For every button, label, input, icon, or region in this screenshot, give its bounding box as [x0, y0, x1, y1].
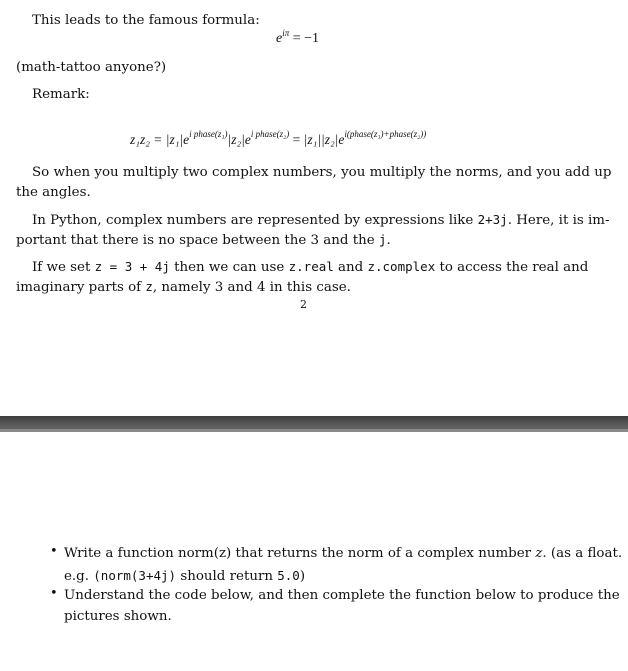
code-z-assign: z = 3 + 4j	[94, 259, 170, 274]
code-norm-call: (norm(3+4j)	[93, 568, 177, 583]
tattoo-text: (math-tattoo anyone?)	[16, 60, 167, 75]
intro-text: This leads to the famous formula:	[32, 13, 260, 28]
code-2-plus-3j: 2+3j	[477, 212, 508, 227]
para-multiply-line1: So when you multiply two complex numbers, you multiply the norms, and you add up	[32, 165, 612, 180]
bullet-icon: •	[50, 586, 58, 601]
para-z-line1: If we set z = 3 + 4j then we can use z.real and z.complex to access the real and	[32, 259, 589, 275]
para-z-line2: imaginary parts of z, namely 3 and 4 in this case.	[16, 279, 351, 295]
code-z-real: z.real	[288, 259, 334, 274]
remark-label: Remark:	[32, 87, 90, 102]
para-multiply-line2: the angles.	[16, 185, 91, 200]
code-z-complex: z.complex	[367, 259, 436, 274]
document-page-bottom	[0, 432, 628, 671]
bullet-icon: •	[50, 544, 58, 559]
bullet1-line2: e.g. (norm(3+4j) should return 5.0)	[64, 568, 306, 584]
bullet2-line1: Understand the code below, and then complete the function below to produce the	[64, 588, 620, 603]
remark-formula: $z_1z_2 = |z_1|e^{i phase(z_1)}|z_2|e^{i phase(z_2)} = |z_1||z_2|e^{i(phase(z_1)+phase(z_2))}$	[130, 129, 427, 147]
bullet2-line2: pictures shown.	[64, 609, 172, 624]
page-separator	[0, 416, 628, 432]
para-python-line1: In Python, complex numbers are represented by expressions like 2+3j. Here, it is im-	[32, 212, 610, 228]
page-number: 2	[300, 298, 307, 311]
bullet1-line1: Write a function norm(z) that returns the norm of a complex number z. (as a float.	[64, 546, 623, 561]
euler-formula: $e^{i\pi} = -1$	[276, 28, 320, 46]
code-5-0: 5.0	[277, 568, 300, 583]
code-z: z	[145, 279, 153, 294]
para-python-line2: portant that there is no space between the 3 and the j.	[16, 232, 391, 248]
code-j: j	[378, 232, 387, 247]
